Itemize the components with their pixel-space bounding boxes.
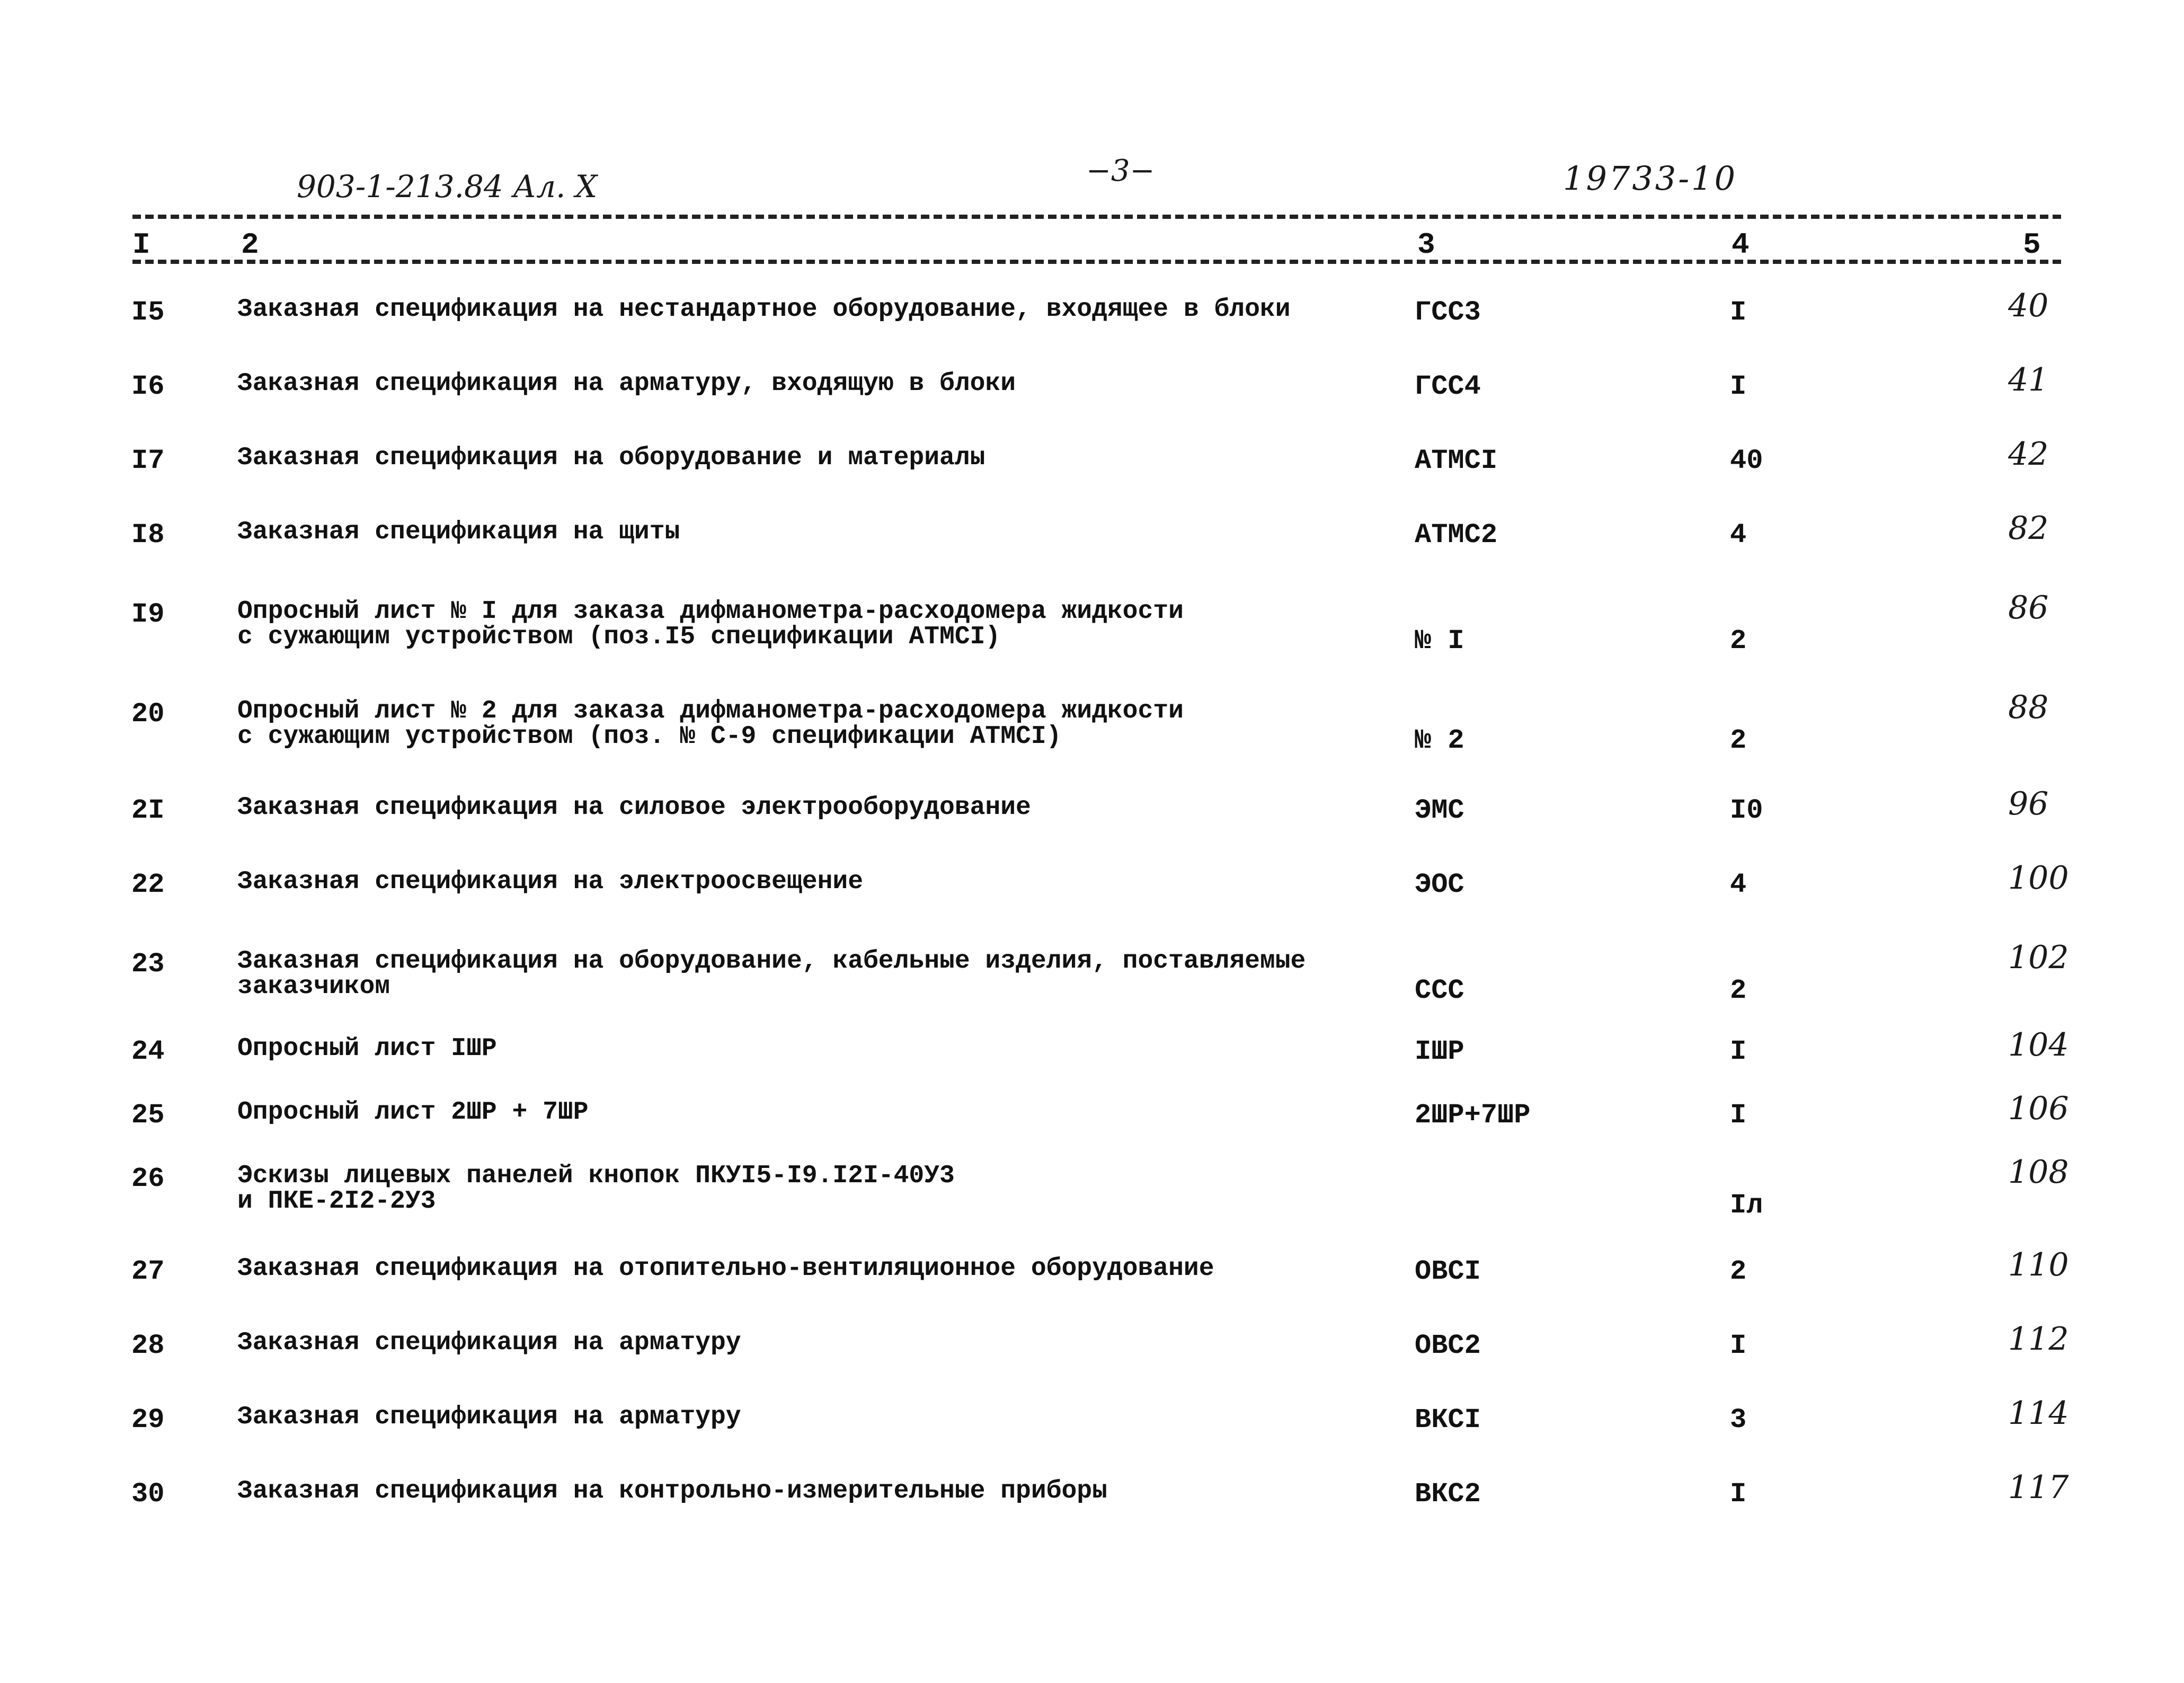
row-title: Заказная спецификация на отопительно-вентиляционное оборудование [237,1254,1214,1283]
row-title: Заказная спецификация на арматуру [237,1328,741,1357]
row-sheets: 2 [1730,1256,1747,1287]
row-page: 117 [2008,1469,2069,1506]
row-title: Эскизы лицевых панелей кнопок ПКУI5-I9.I2I-40У3 и ПКЕ-2I2-2У3 [237,1162,955,1216]
row-number: 27 [131,1256,165,1287]
column-header-1: I [132,228,150,262]
row-number: I8 [131,519,165,551]
archive-number: 19733-10 [1563,159,1738,198]
row-sheets: I [1730,1100,1747,1131]
row-page: 40 [2008,287,2049,324]
row-title: Заказная спецификация на контрольно-измерительные приборы [237,1477,1107,1505]
row-page: 102 [2008,939,2069,976]
header-rule-bottom [132,260,2061,264]
row-page: 114 [2008,1395,2069,1432]
row-code: № 2 [1415,725,1464,756]
row-code: ССС [1415,975,1464,1006]
row-code: № I [1415,625,1464,657]
row-title: Опросный лист № I для заказа дифманометра-расходомера жидкости с сужающим устройством (поз.I5 спецификации АТМСI) [237,597,1184,651]
row-number: I7 [131,445,165,476]
row-title: Опросный лист IШР [237,1034,497,1063]
row-number: I9 [131,599,165,630]
row-sheets: 4 [1730,519,1747,551]
row-title: Заказная спецификация на арматуру [237,1403,741,1431]
row-code: ГСС3 [1415,297,1481,328]
row-code: ОВСI [1415,1256,1481,1287]
row-number: 22 [131,869,165,900]
row-code: IШР [1415,1036,1464,1067]
row-title: Заказная спецификация на оборудование, кабельные изделия, поставляемые заказчиком [237,947,1306,1001]
row-sheets: I [1730,1036,1747,1067]
row-sheets: Iл [1730,1190,1763,1221]
header-rule-top [132,215,2061,219]
row-code: ЭОС [1415,869,1464,900]
row-number: 25 [131,1100,165,1131]
row-page: 86 [2008,589,2049,626]
row-title: Опросный лист 2ШР + 7ШР [237,1098,589,1127]
document-code: 903-1-213.84 Ал. X [297,169,598,205]
page-marker: −3− [1086,154,1155,188]
row-page: 100 [2008,860,2069,897]
row-number: 29 [131,1404,165,1436]
row-page: 96 [2008,785,2049,822]
row-sheets: I [1730,297,1747,328]
row-page: 82 [2008,510,2049,547]
row-title: Заказная спецификация на щиты [237,518,680,546]
row-number: 20 [131,698,165,730]
row-sheets: 2 [1730,725,1747,756]
row-page: 112 [2008,1321,2069,1358]
row-page: 106 [2008,1090,2069,1127]
row-title: Опросный лист № 2 для заказа дифманометра-расходомера жидкости с сужающим устройством (поз. № С-9 спецификации АТМСI) [237,697,1184,751]
row-page: 42 [2008,436,2049,473]
row-sheets: I0 [1730,795,1763,826]
row-code: ГСС4 [1415,371,1481,402]
row-title: Заказная спецификация на электроосвещение [237,867,863,896]
row-sheets: 4 [1730,869,1747,900]
row-title: Заказная спецификация на оборудование и материалы [237,444,986,472]
row-page: 110 [2008,1246,2069,1283]
row-code: ВКС2 [1415,1478,1481,1510]
row-number: I6 [131,371,165,402]
row-title: Заказная спецификация на нестандартное оборудование, входящее в блоки [237,295,1291,324]
row-code: 2ШР+7ШР [1415,1100,1531,1131]
row-title: Заказная спецификация на силовое электрооборудование [237,793,1031,822]
row-code: АТМСI [1415,445,1498,476]
row-sheets: 40 [1730,445,1763,476]
row-sheets: 2 [1730,625,1747,657]
row-number: 23 [131,949,165,980]
row-title: Заказная спецификация на арматуру, входящую в блоки [237,369,1016,398]
row-number: 24 [131,1036,165,1067]
column-header-2: 2 [241,228,259,262]
row-number: 26 [131,1163,165,1194]
row-sheets: 2 [1730,975,1747,1006]
row-number: 2I [131,795,165,826]
row-number: I5 [131,297,165,328]
row-sheets: I [1730,1330,1747,1361]
row-page: 108 [2008,1154,2069,1191]
row-number: 28 [131,1330,165,1361]
row-code: ОВС2 [1415,1330,1481,1361]
row-code: ВКСI [1415,1404,1481,1436]
row-sheets: I [1730,371,1747,402]
row-code: АТМС2 [1415,519,1498,551]
row-sheets: 3 [1730,1404,1747,1436]
row-sheets: I [1730,1478,1747,1510]
column-header-3: 3 [1417,228,1435,262]
column-header-4: 4 [1732,228,1750,262]
row-page: 88 [2008,689,2049,726]
column-header-5: 5 [2023,228,2041,262]
row-page: 104 [2008,1026,2069,1064]
row-number: 30 [131,1478,165,1510]
row-code: ЭМС [1415,795,1464,826]
row-page: 41 [2008,361,2049,398]
